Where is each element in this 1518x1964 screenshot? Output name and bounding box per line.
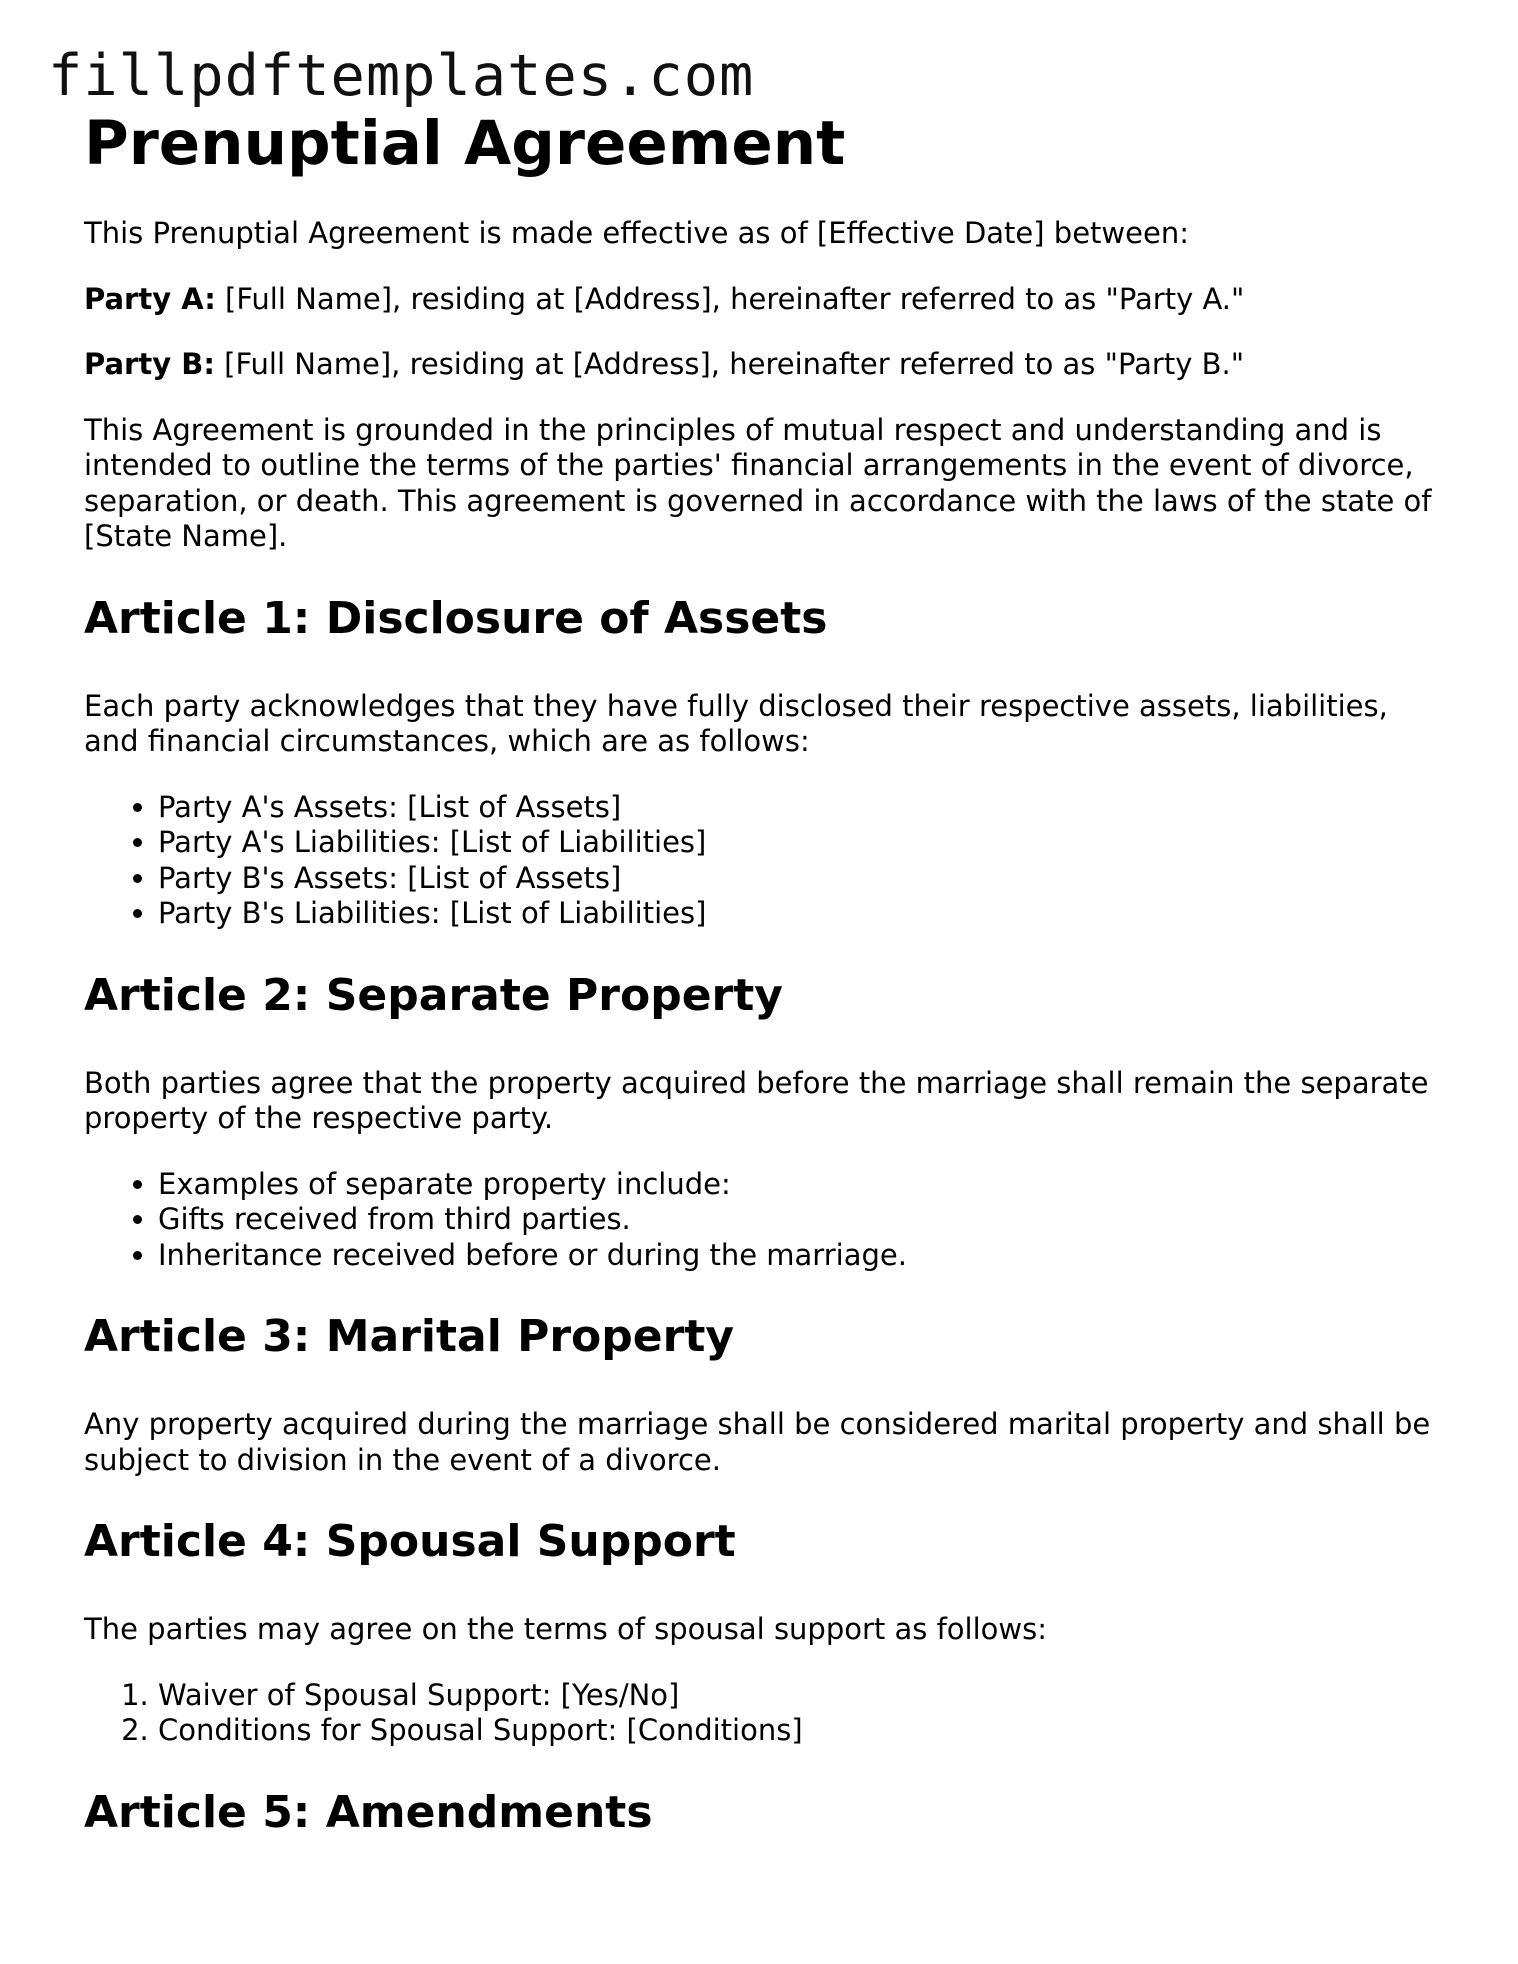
party-a-text: [Full Name], residing at [Address], hereinafter referred to as "Party A."	[215, 281, 1245, 316]
watermark: fillpdftemplates.com	[48, 43, 755, 109]
party-a-label: Party A:	[84, 281, 216, 316]
article-2-list	[84, 1167, 1434, 1274]
list-item: 2. Conditions for Spousal Support: [Conditions]	[158, 1713, 1434, 1749]
document-body	[84, 106, 1434, 1841]
list-item: • Party B's Liabilities: [List of Liabilities]	[158, 896, 1434, 932]
article-4-heading: Article 4: Spousal Support	[84, 1516, 736, 1567]
list-item: • Party B's Assets: [List of Assets]	[158, 861, 1434, 897]
article-4-list	[84, 1678, 1434, 1749]
intro-paragraph: This Prenuptial Agreement is made effective as of [Effective Date] between:	[84, 216, 1189, 250]
party-a-paragraph	[84, 282, 1434, 318]
list-item: • Inheritance received before or during the marriage.	[158, 1238, 1434, 1274]
article-4-body: The parties may agree on the terms of spousal support as follows:	[84, 1612, 1048, 1646]
list-item: 1. Waiver of Spousal Support: [Yes/No]	[158, 1678, 1434, 1714]
article-2-heading: Article 2: Separate Property	[84, 969, 783, 1021]
party-b-text: [Full Name], residing at [Address], hereinafter referred to as "Party B."	[214, 347, 1245, 381]
article-2-body: Both parties agree that the property acquired before the marriage shall remain the separate property of the respective party.	[84, 1065, 1429, 1135]
list-item: • Party A's Liabilities: [List of Liabilities]	[158, 825, 1434, 861]
party-b-label: Party B:	[84, 347, 215, 381]
list-item: • Examples of separate property include:	[158, 1167, 1434, 1203]
document-title: Prenuptial Agreement	[84, 108, 846, 179]
article-1-heading: Article 1: Disclosure of Assets	[84, 592, 828, 644]
article-3-heading: Article 3: Marital Property	[84, 1311, 735, 1362]
preamble-paragraph: This Agreement is grounded in the principles of mutual respect and understanding and is intended to outline the terms of the parties' financial arrangements in the event of divorce, separation, or death. This agreement is governed in accordance with the laws of the state of [State Name].	[84, 412, 1432, 553]
article-1-body: Each party acknowledges that they have fully disclosed their respective assets, liabilities, and financial circumstances, which are as follows:	[84, 688, 1388, 758]
list-item: • Party A's Assets: [List of Assets]	[158, 790, 1434, 826]
article-3-body: Any property acquired during the marriage shall be considered marital property and shall be subject to division in the event of a divorce.	[84, 1407, 1431, 1477]
article-1-list	[84, 790, 1434, 932]
article-5-heading: Article 5: Amendments	[84, 1786, 653, 1838]
party-b-paragraph	[84, 347, 1434, 383]
list-item: • Gifts received from third parties.	[158, 1202, 1434, 1238]
